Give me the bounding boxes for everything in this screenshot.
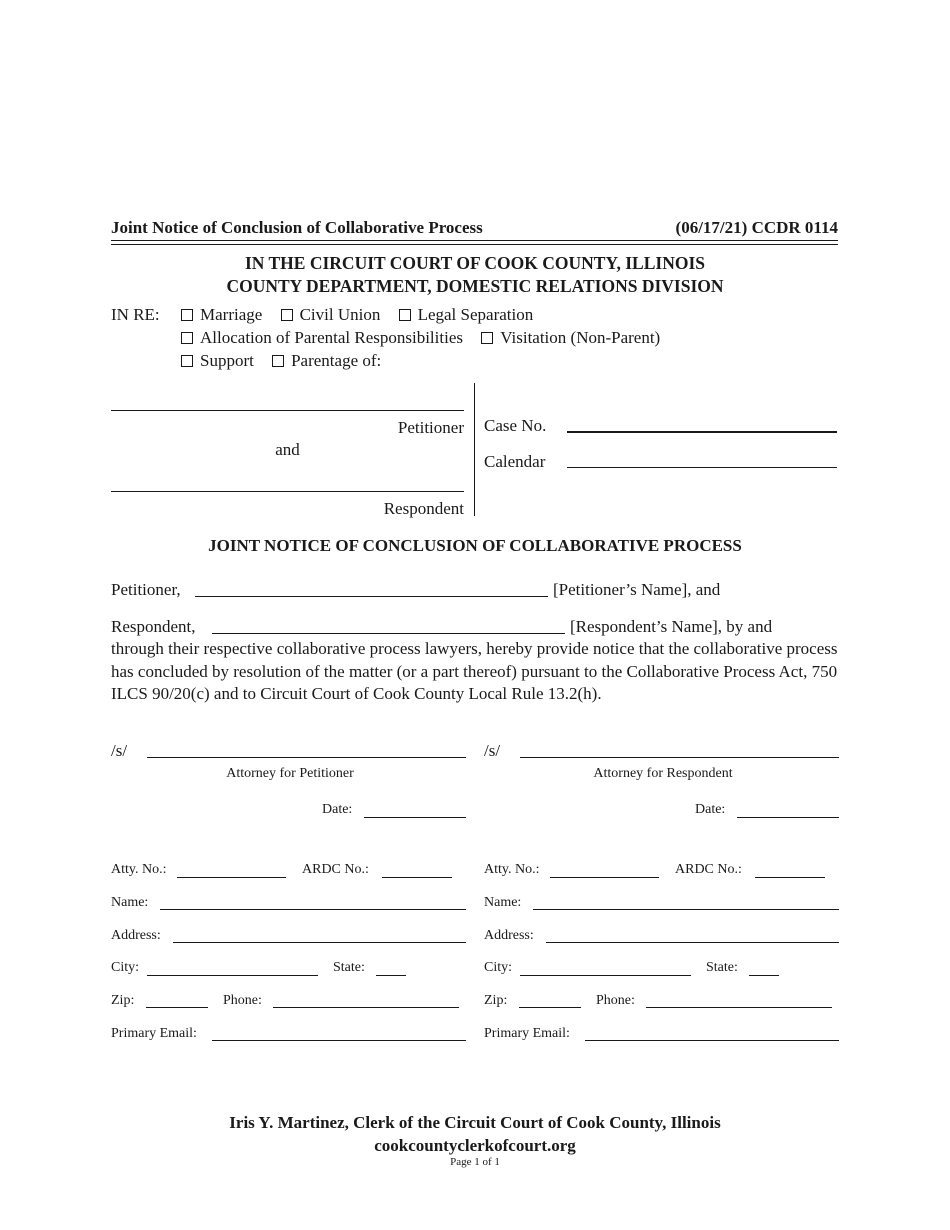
header-rule-top (111, 240, 838, 241)
option-parental-responsibilities[interactable]: Allocation of Parental Responsibilities (181, 328, 463, 347)
respondent-state-label: State: (706, 960, 738, 975)
calendar-field[interactable] (567, 467, 837, 468)
case-no-field[interactable] (567, 431, 837, 433)
in-re-label: IN RE: (111, 305, 160, 324)
petitioner-atty-no-label: Atty. No.: (111, 862, 167, 877)
respondent-address-label: Address: (484, 928, 534, 943)
respondent-zip-field[interactable] (519, 1007, 581, 1008)
petitioner-email-field[interactable] (212, 1040, 466, 1041)
petitioner-phone-label: Phone: (223, 993, 262, 1008)
and-label: and (275, 440, 300, 459)
option-civil-union[interactable]: Civil Union (281, 305, 381, 324)
attorney-for-respondent-label: Attorney for Respondent (593, 766, 733, 781)
notice-title: JOINT NOTICE OF CONCLUSION OF COLLABORATIVE PROCESS (208, 536, 742, 555)
petitioner-state-label: State: (333, 960, 365, 975)
petitioner-city-field[interactable] (147, 975, 318, 976)
petitioner-state-field[interactable] (376, 975, 406, 976)
respondent-email-label: Primary Email: (484, 1026, 570, 1041)
respondent-date-field[interactable] (737, 817, 839, 818)
s-mark-petitioner: /s/ (111, 741, 128, 760)
petitioner-attorney-signature-line[interactable] (147, 757, 466, 758)
petitioner-name-field[interactable] (195, 596, 548, 597)
option-visitation[interactable]: Visitation (Non-Parent) (481, 328, 660, 347)
in-re-row-2 (181, 328, 674, 348)
petitioner-zip-label: Zip: (111, 993, 135, 1008)
page-number: Page 1 of 1 (450, 1156, 500, 1168)
header-rule-bottom (111, 244, 838, 245)
parental-responsibilities-checkbox[interactable] (181, 332, 193, 344)
respondent-phone-label: Phone: (596, 993, 635, 1008)
option-legal-separation[interactable]: Legal Separation (399, 305, 534, 324)
respondent-attorney-signature-line[interactable] (520, 757, 839, 758)
respondent-ardc-no-label: ARDC No.: (675, 862, 742, 877)
court-division: COUNTY DEPARTMENT, DOMESTIC RELATIONS DIVISION (226, 276, 724, 296)
option-parentage[interactable]: Parentage of: (272, 351, 381, 370)
petitioner-atty-no-field[interactable] (177, 877, 286, 878)
respondent-attorney-name-field[interactable] (533, 909, 839, 910)
case-no-label: Case No. (484, 416, 547, 435)
respondent-prefix: Respondent, (111, 617, 196, 636)
petitioner-address-label: Address: (111, 928, 161, 943)
respondent-name-label: Name: (484, 895, 522, 910)
caption-divider (474, 383, 475, 516)
s-mark-respondent: /s/ (484, 741, 501, 760)
petitioner-date-field[interactable] (364, 817, 466, 818)
form-title: Joint Notice of Conclusion of Collaborative Process (111, 218, 483, 237)
marriage-checkbox[interactable] (181, 309, 193, 321)
in-re-row-3 (181, 351, 395, 371)
support-checkbox[interactable] (181, 355, 193, 367)
petitioner-city-label: City: (111, 960, 140, 975)
respondent-ardc-no-field[interactable] (755, 877, 825, 878)
petitioner-date-label: Date: (322, 802, 353, 817)
respondent-email-field[interactable] (585, 1040, 839, 1041)
option-support[interactable]: Support (181, 351, 254, 370)
notice-body: through their respective collaborative process lawyers, hereby provide notice that the collaborative process has concluded by resolution of the matter (or a part thereof) pursuant to the Collaborative Process Act, 750 ILCS 90/20(c) and to Circuit Court of Cook County Local Rule 13.2(h). (111, 639, 838, 703)
petitioner-ardc-no-field[interactable] (382, 877, 452, 878)
petitioner-label: Petitioner (397, 418, 464, 437)
calendar-label: Calendar (484, 452, 546, 471)
court-name: IN THE CIRCUIT COURT OF COOK COUNTY, ILLINOIS (245, 253, 705, 273)
respondent-date-label: Date: (695, 802, 726, 817)
petitioner-prefix: Petitioner, (111, 580, 181, 599)
parentage-checkbox[interactable] (272, 355, 284, 367)
respondent-phone-field[interactable] (646, 1007, 832, 1008)
attorney-for-petitioner-label: Attorney for Petitioner (226, 766, 354, 781)
petitioner-name-line[interactable] (111, 410, 464, 411)
option-marriage[interactable]: Marriage (181, 305, 262, 324)
petitioner-phone-field[interactable] (273, 1007, 459, 1008)
respondent-zip-label: Zip: (484, 993, 508, 1008)
petitioner-ardc-no-label: ARDC No.: (302, 862, 369, 877)
legal-separation-checkbox[interactable] (399, 309, 411, 321)
petitioner-suffix: [Petitioner’s Name], and (553, 580, 721, 599)
respondent-label: Respondent (383, 499, 464, 518)
petitioner-name-label: Name: (111, 895, 149, 910)
clerk-website: cookcountyclerkofcourt.org (374, 1136, 576, 1155)
petitioner-zip-field[interactable] (146, 1007, 208, 1008)
respondent-atty-no-field[interactable] (550, 877, 659, 878)
respondent-name-line[interactable] (111, 491, 464, 492)
respondent-state-field[interactable] (749, 975, 779, 976)
petitioner-email-label: Primary Email: (111, 1026, 197, 1041)
respondent-address-field[interactable] (546, 942, 839, 943)
petitioner-address-field[interactable] (173, 942, 466, 943)
petitioner-attorney-name-field[interactable] (160, 909, 466, 910)
in-re-row-1 (181, 305, 547, 325)
civil-union-checkbox[interactable] (281, 309, 293, 321)
respondent-city-label: City: (484, 960, 513, 975)
form-code: (06/17/21) CCDR 0114 (675, 218, 838, 237)
visitation-checkbox[interactable] (481, 332, 493, 344)
respondent-suffix: [Respondent’s Name], by and (570, 617, 773, 636)
respondent-name-field[interactable] (212, 633, 565, 634)
respondent-city-field[interactable] (520, 975, 691, 976)
respondent-atty-no-label: Atty. No.: (484, 862, 540, 877)
clerk-line: Iris Y. Martinez, Clerk of the Circuit Court of Cook County, Illinois (229, 1113, 721, 1132)
